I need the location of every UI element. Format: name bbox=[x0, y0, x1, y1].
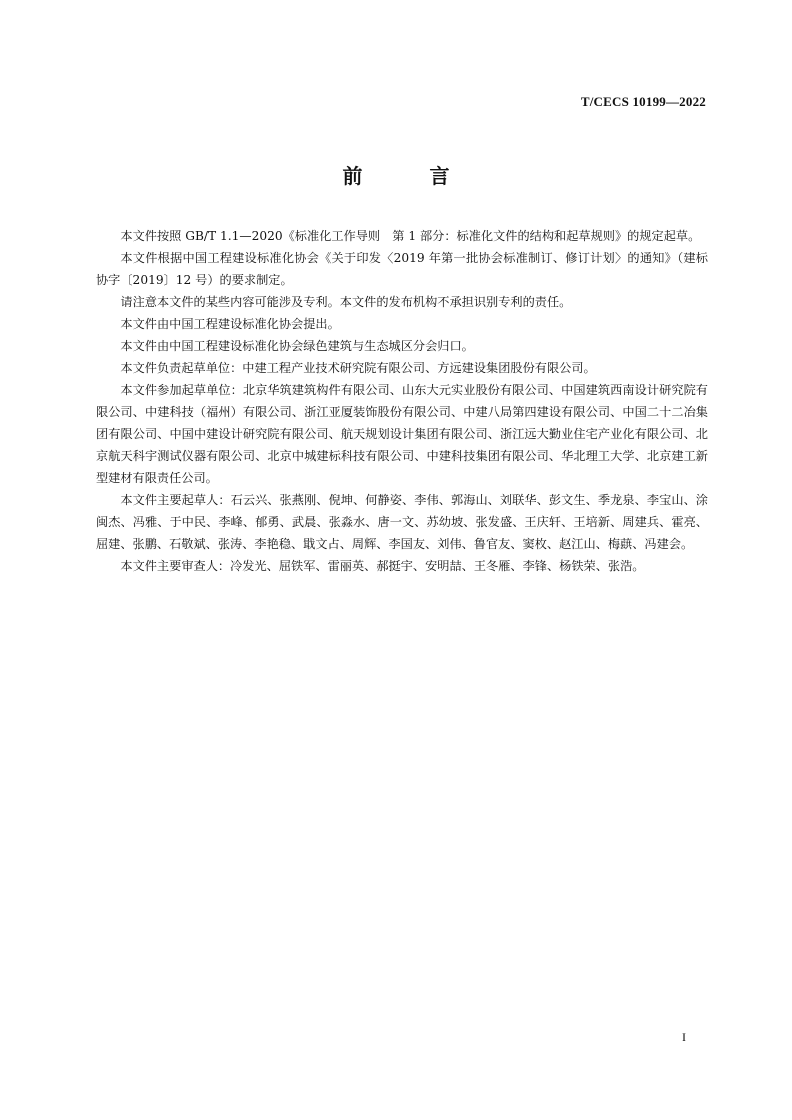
paragraph-patent-notice: 请注意本文件的某些内容可能涉及专利。本文件的发布机构不承担识别专利的责任。 bbox=[120, 295, 572, 309]
paragraph-drafting-rules: 本文件按照 GB/T 1.1—2020《标准化工作导则 第 1 部分：标准化文件的结构和起草规则》的规定起草。 bbox=[120, 229, 701, 243]
paragraph-main-reviewers: 本文件主要审查人：冷发光、屈铁军、雷丽英、郝挺宇、安明喆、王冬雁、李锋、杨铁荣、张浩。 bbox=[120, 559, 645, 573]
standard-code: T/CECS 10199—2022 bbox=[580, 94, 706, 109]
foreword-body bbox=[96, 225, 708, 577]
paragraph-basis: 本文件根据中国工程建设标准化协会《关于印发〈2019 年第一批协会标准制订、修订计划〉的通知》（建标协字〔2019〕12 号）的要求制定。 bbox=[96, 251, 708, 287]
paragraph-administrator: 本文件由中国工程建设标准化协会绿色建筑与生态城区分会归口。 bbox=[120, 339, 474, 353]
paragraph-lead-drafting-units: 本文件负责起草单位：中建工程产业技术研究院有限公司、方远建设集团股份有限公司。 bbox=[120, 361, 596, 375]
page-number: I bbox=[682, 1030, 686, 1044]
paragraph-participating-units: 本文件参加起草单位：北京华筑建筑构件有限公司、山东大元实业股份有限公司、中国建筑西南设计研究院有限公司、中建科技（福州）有限公司、浙江亚厦装饰股份有限公司、中建八局第四建设有限公司、中国二十二冶集团有限公司、中国中建设计研究院有限公司、航天规划设计集团有限公司、浙江远大勤业住宅产业化有限公司、北京航天科宇测试仪器有限公司、北京中城建标科技有限公司、中建科技集团有限公司、华北理工大学、北京建工新型建材有限责任公司。 bbox=[96, 383, 708, 485]
page-title: 前 言 bbox=[342, 164, 480, 188]
paragraph-main-drafters: 本文件主要起草人：石云兴、张燕刚、倪坤、何静姿、李伟、郭海山、刘联华、彭文生、季龙泉、李宝山、涂闽杰、冯雅、于中民、李峰、郁勇、武晨、张淼水、唐一文、苏幼坡、张发盛、王庆轩、王培新、周建兵、霍亮、屈建、张鹏、石敬斌、张涛、李艳稳、戢文占、周辉、李国友、刘伟、鲁官友、窦枚、赵江山、梅蕻、冯建会。 bbox=[96, 493, 708, 551]
paragraph-proposer: 本文件由中国工程建设标准化协会提出。 bbox=[120, 317, 340, 331]
